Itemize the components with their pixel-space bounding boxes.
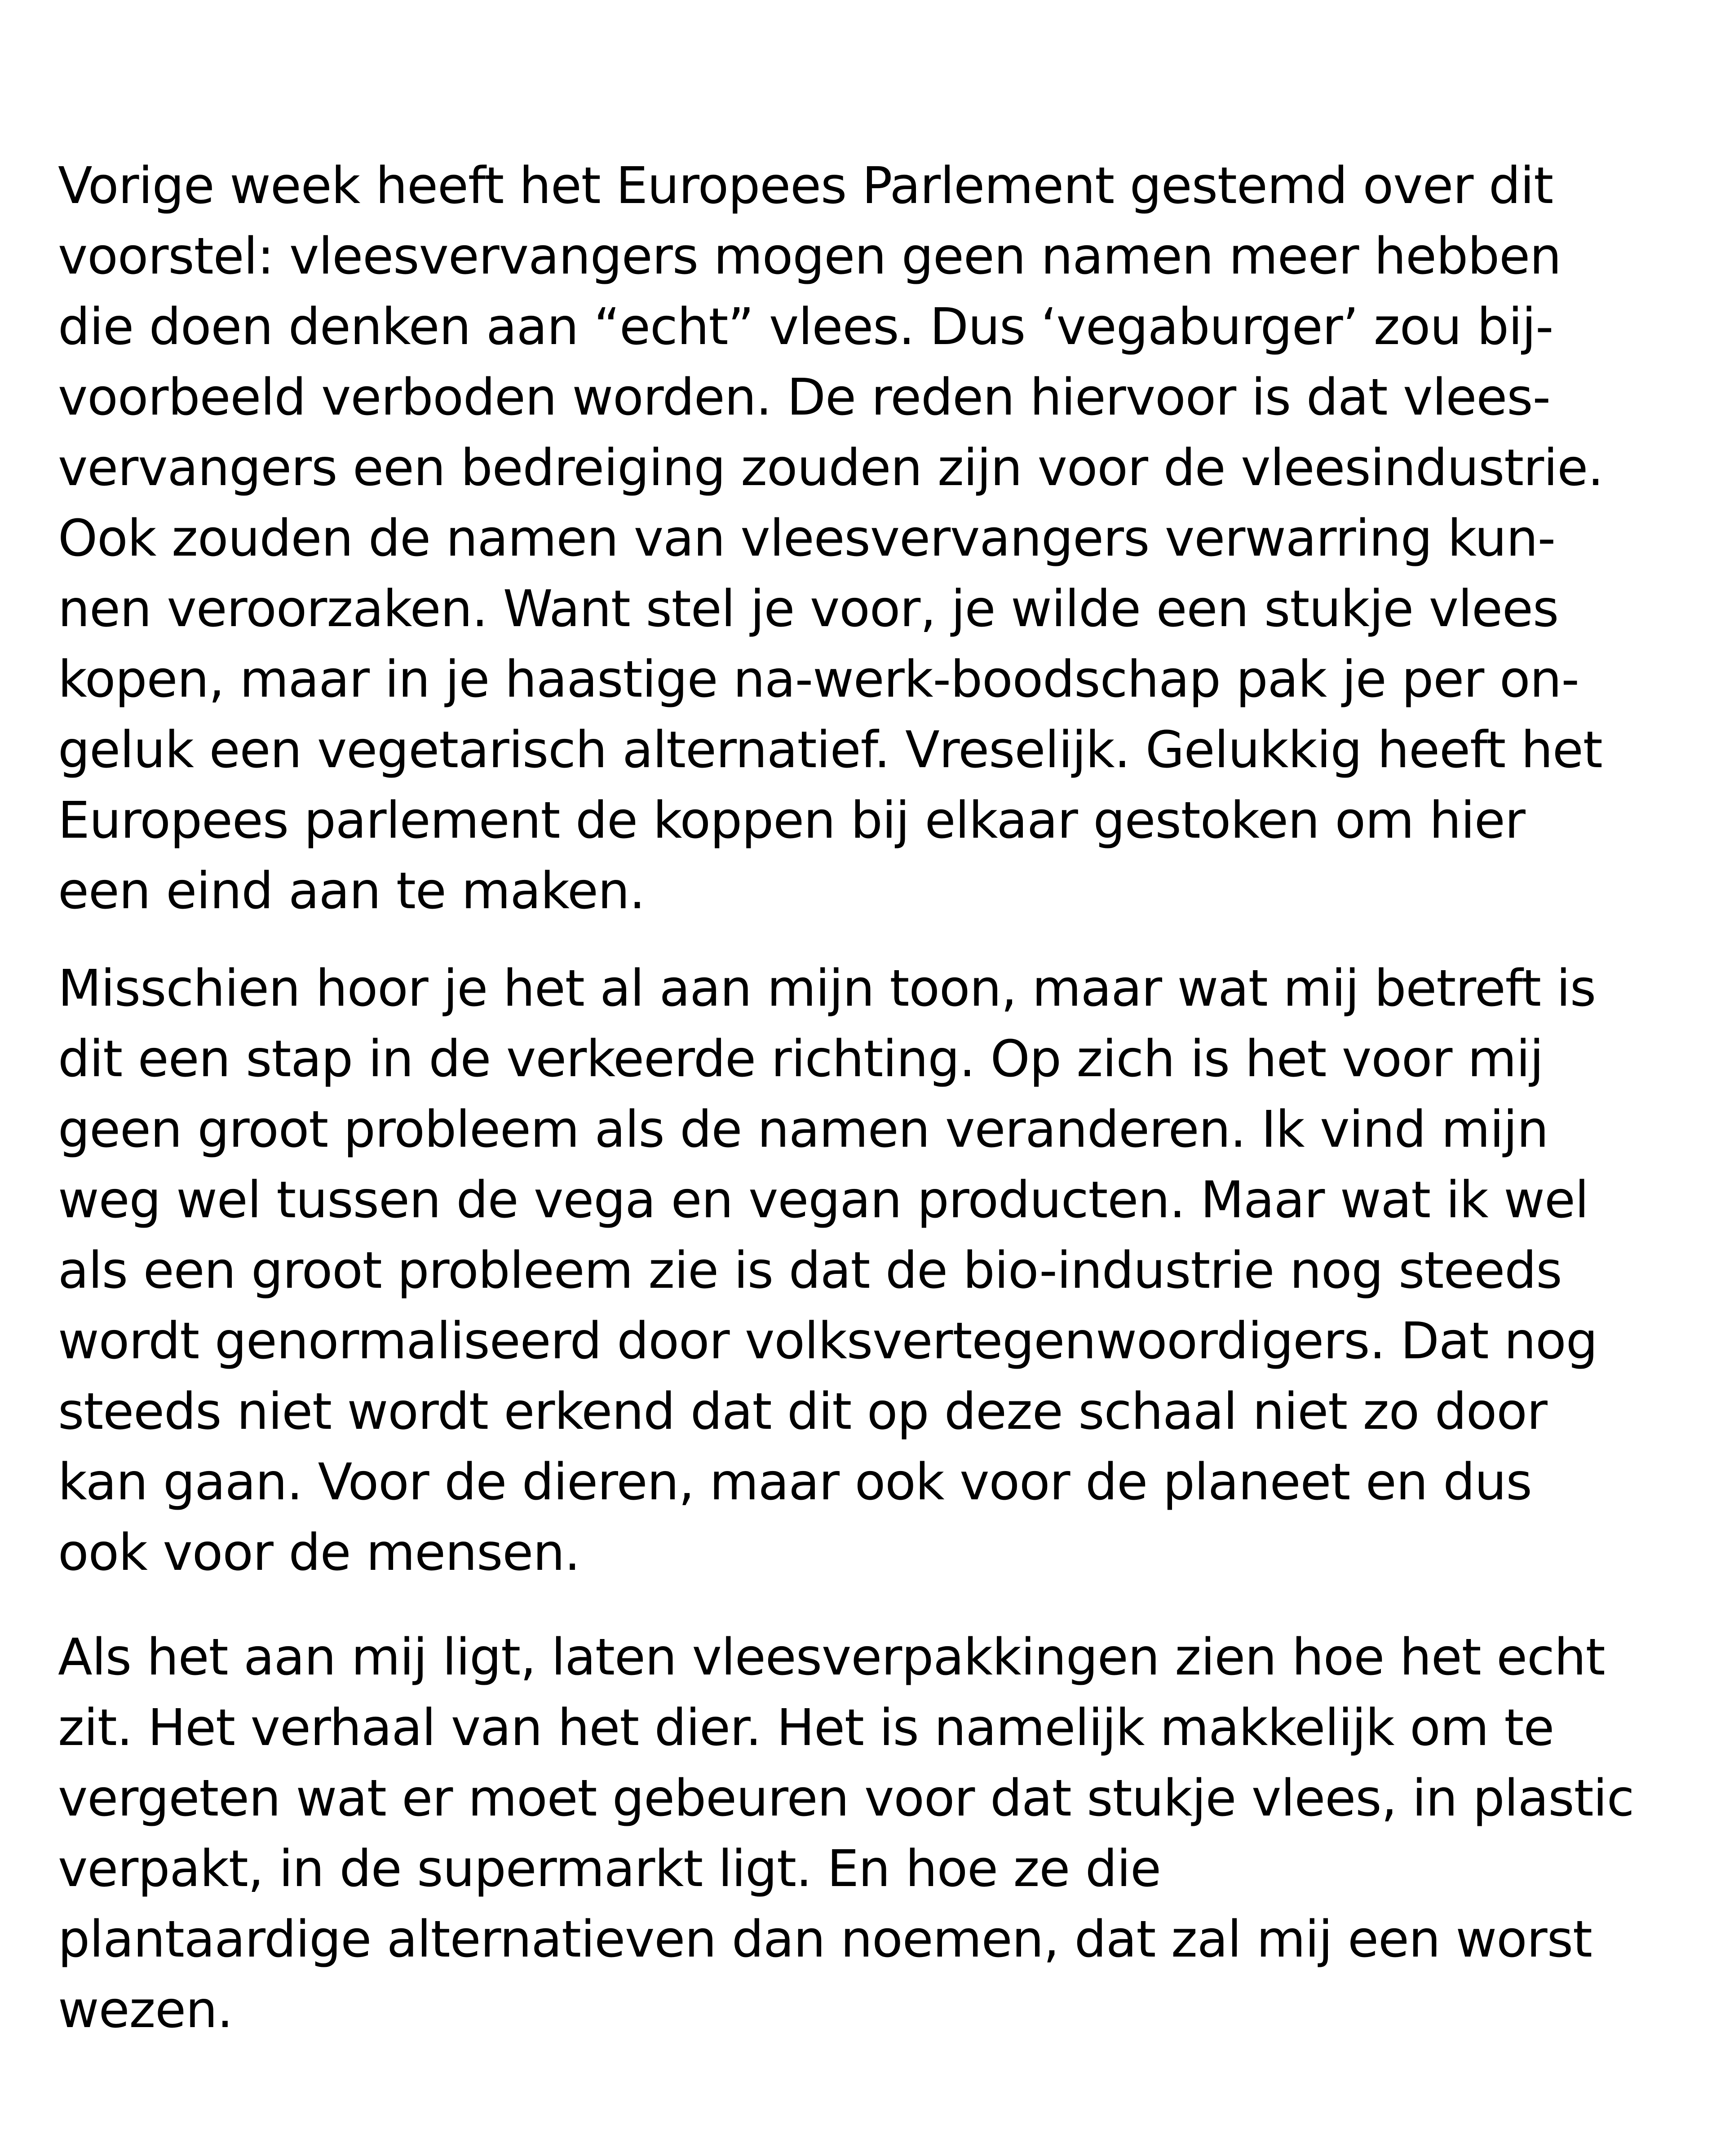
text-line: Europees parlement de koppen bij elkaar gestoken om hier — [58, 791, 1525, 850]
text-line: steeds niet wordt erkend dat dit op deze schaal niet zo door — [58, 1383, 1547, 1441]
text-line: wordt genormaliseerd door volksvertegenwoordigers. Dat nog — [58, 1312, 1597, 1370]
text-line: ook voor de mensen. — [58, 1524, 580, 1582]
text-line: geen groot probleem als de namen veranderen. Ik vind mijn — [58, 1100, 1548, 1159]
paragraph-3 — [58, 1622, 1693, 2046]
paragraph-1 — [58, 151, 1693, 927]
text-line: Ook zouden de namen van vleesvervangers verwarring kun- — [58, 509, 1556, 568]
text-line: Vorige week heeft het Europees Parlement gestemd over dit — [58, 157, 1553, 215]
text-line: een eind aan te maken. — [58, 862, 645, 920]
paragraph-2 — [58, 954, 1693, 1588]
text-line: vervangers een bedreiging zouden zijn voor de vleesindustrie. — [58, 439, 1603, 497]
text-line: verpakt, in de supermarkt ligt. En hoe ze die — [58, 1840, 1161, 1898]
text-line: voorbeeld verboden worden. De reden hiervoor is dat vlees- — [58, 368, 1551, 427]
text-line: Als het aan mij ligt, laten vleesverpakkingen zien hoe het echt — [58, 1628, 1605, 1687]
text-line: vergeten wat er moet gebeuren voor dat stukje vlees, in plastic — [58, 1769, 1634, 1828]
text-line: weg wel tussen de vega en vegan producten. Maar wat ik wel — [58, 1171, 1588, 1229]
text-line: wezen. — [58, 1981, 233, 2039]
text-line: geluk een vegetarisch alternatief. Vreselijk. Gelukkig heeft het — [58, 721, 1602, 779]
text-line: voorstel: vleesvervangers mogen geen namen meer hebben — [58, 227, 1561, 286]
text-line: kopen, maar in je haastige na-werk-boodschap pak je per on- — [58, 650, 1579, 709]
text-line: als een groot probleem zie is dat de bio-industrie nog steeds — [58, 1241, 1562, 1300]
text-line: Misschien hoor je het al aan mijn toon, maar wat mij betreft is — [58, 959, 1596, 1018]
text-line: plantaardige alternatieven dan noemen, dat zal mij een worst — [58, 1910, 1592, 1969]
text-line: nen veroorzaken. Want stel je voor, je wilde een stukje vlees — [58, 580, 1559, 638]
text-line: zit. Het verhaal van het dier. Het is namelijk makkelijk om te — [58, 1699, 1554, 1757]
text-line: kan gaan. Voor de dieren, maar ook voor de planeet en dus — [58, 1453, 1532, 1511]
text-line: die doen denken aan “echt” vlees. Dus ‘vegaburger’ zou bij- — [58, 298, 1553, 356]
text-line: dit een stap in de verkeerde richting. Op zich is het voor mij — [58, 1030, 1544, 1088]
